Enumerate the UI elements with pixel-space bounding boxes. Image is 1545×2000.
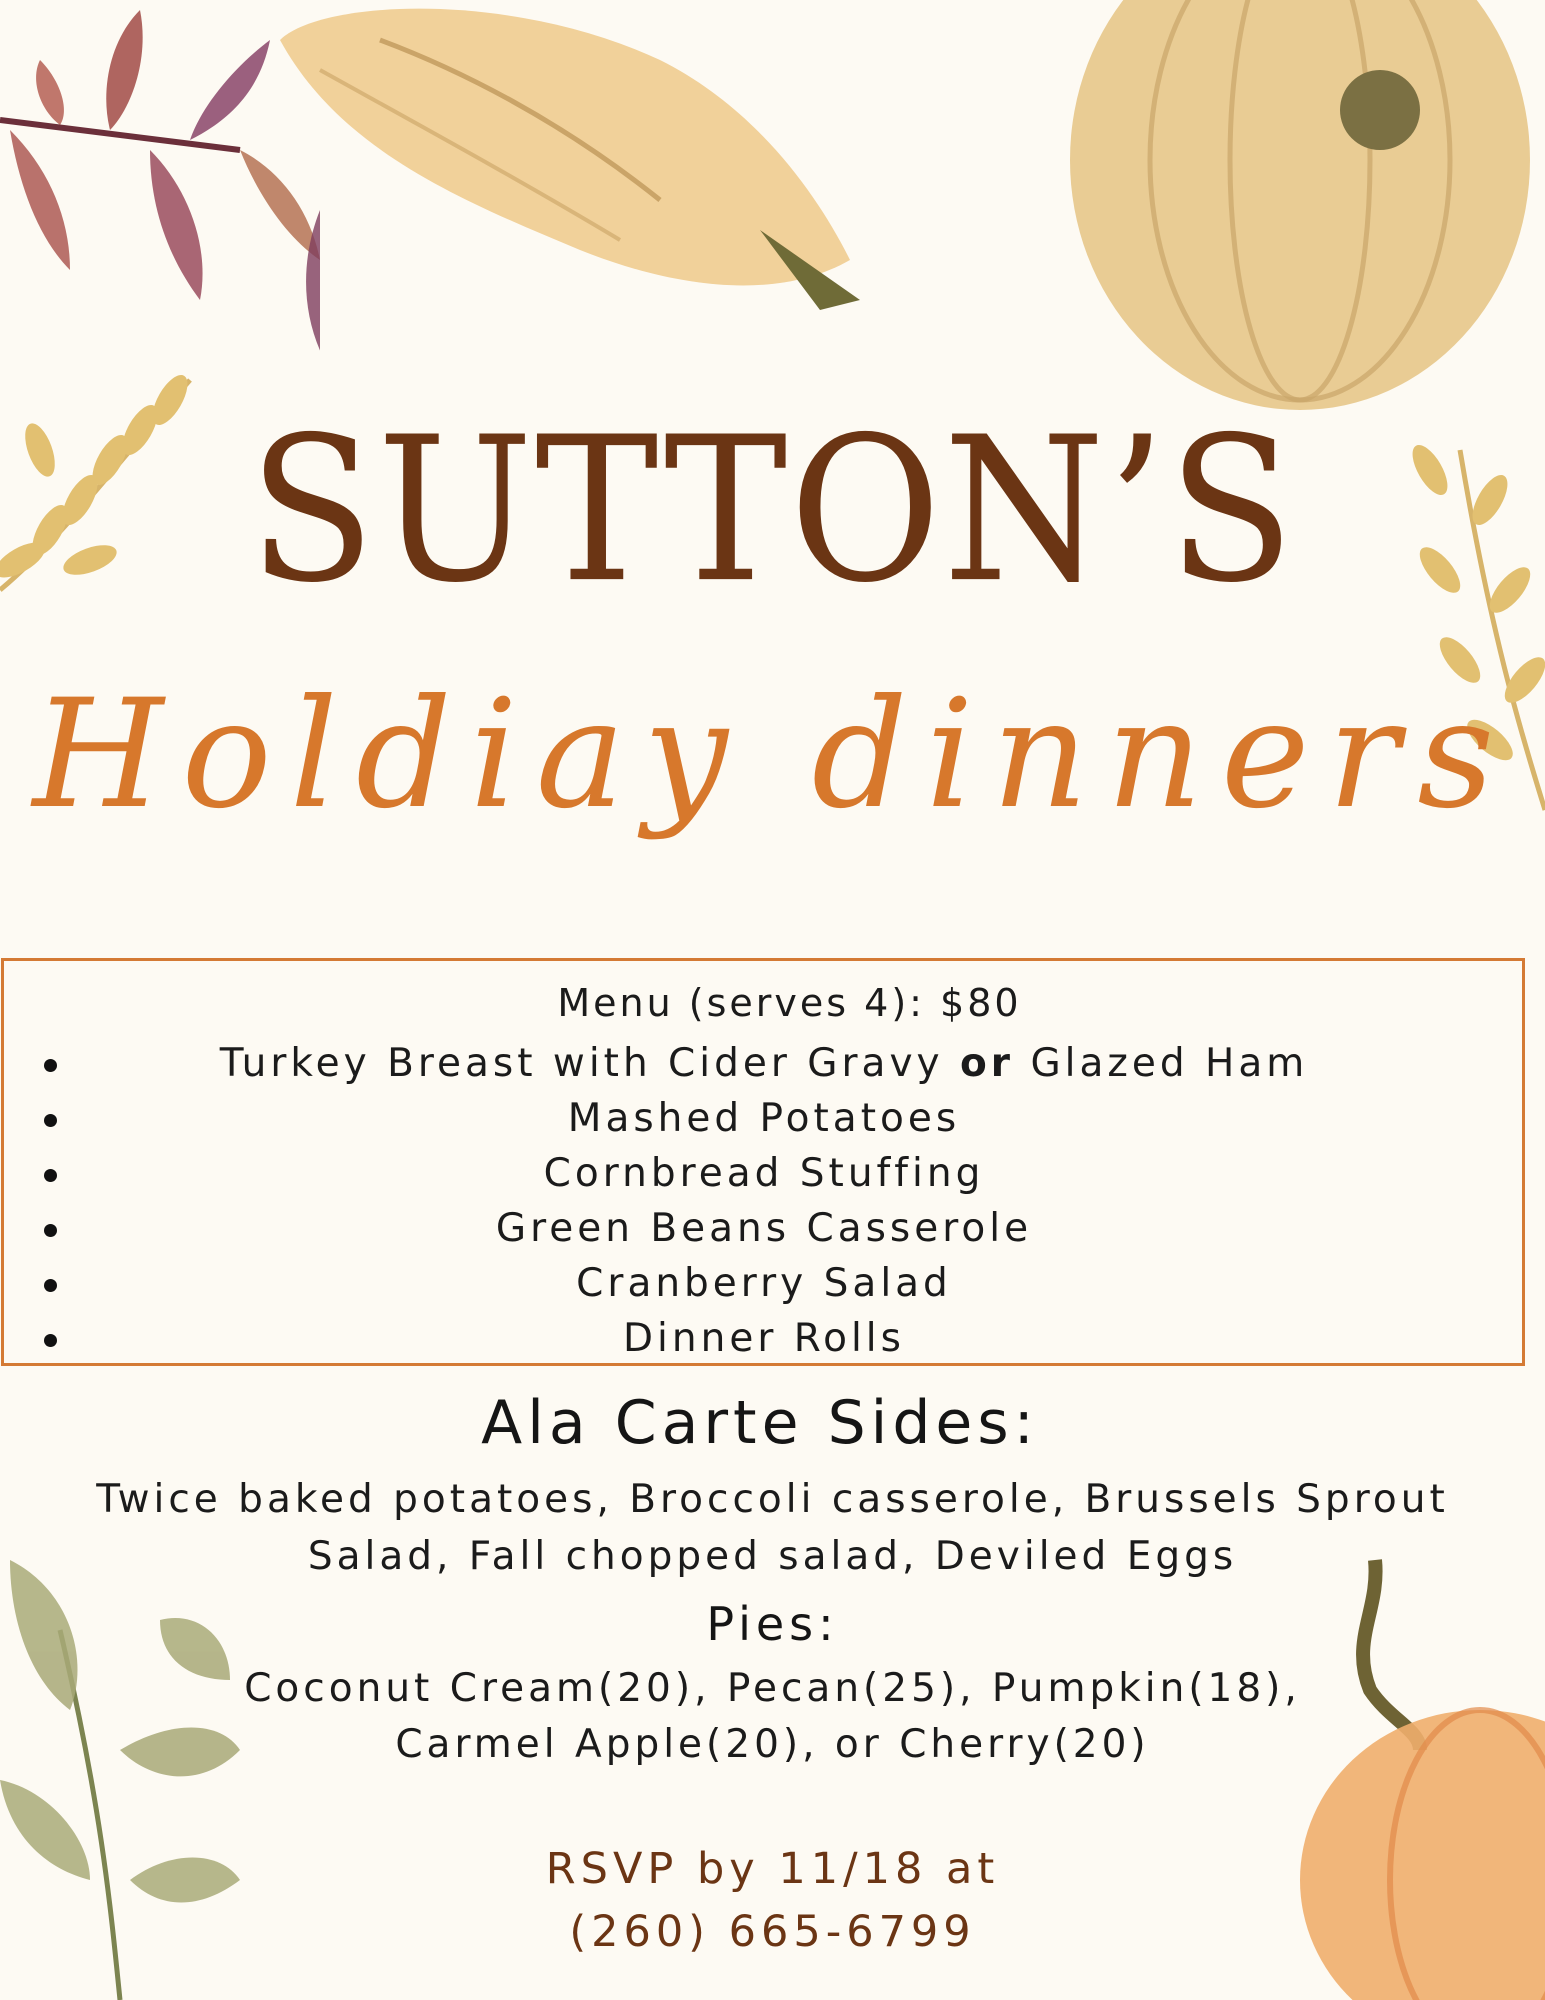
pies-heading: Pies: [706,1597,839,1651]
bullet-icon [44,1169,57,1182]
item-text: Cornbread Stuffing [543,1151,985,1196]
squash-illustration [260,0,880,330]
menu-list [4,1036,1524,1366]
menu-box [1,958,1525,1366]
sides-line-2: Salad, Fall chopped salad, Deviled Eggs [307,1534,1238,1579]
item-emphasis: or [960,1041,1015,1086]
pies-line-2: Carmel Apple(20), or Cherry(20) [395,1722,1150,1767]
page-title: SUTTON’S [248,393,1297,627]
list-item [4,1036,1524,1091]
item-text: Green Beans Casserole [495,1206,1033,1251]
bullet-icon [44,1059,57,1072]
bullet-icon [44,1334,57,1347]
rsvp-line-1: RSVP by 11/18 at [545,1844,1000,1894]
menu-header: Menu (serves 4): $80 [557,981,1022,1025]
bullet-icon [44,1114,57,1127]
bullet-icon [44,1279,57,1292]
list-item [4,1201,1524,1256]
item-text: Cranberry Salad [576,1261,952,1306]
list-item [4,1091,1524,1146]
page-subtitle: Holdiay dinners [32,668,1513,842]
list-item [4,1311,1524,1366]
pumpkin-illustration [1050,0,1545,420]
list-item [4,1146,1524,1201]
sides-heading: Ala Carte Sides: [481,1388,1039,1458]
bullet-icon [44,1224,57,1237]
list-item [4,1256,1524,1311]
pies-line-1: Coconut Cream(20), Pecan(25), Pumpkin(18), [244,1666,1301,1711]
item-text: Turkey Breast with Cider Gravy [219,1041,961,1086]
item-text: Glazed Ham [1014,1041,1309,1086]
item-text: Dinner Rolls [623,1316,905,1361]
sides-line-1: Twice baked potatoes, Broccoli casserole, Brussels Sprout [96,1477,1449,1522]
rsvp-phone: (260) 665-6799 [569,1907,976,1957]
item-text: Mashed Potatoes [567,1096,961,1141]
